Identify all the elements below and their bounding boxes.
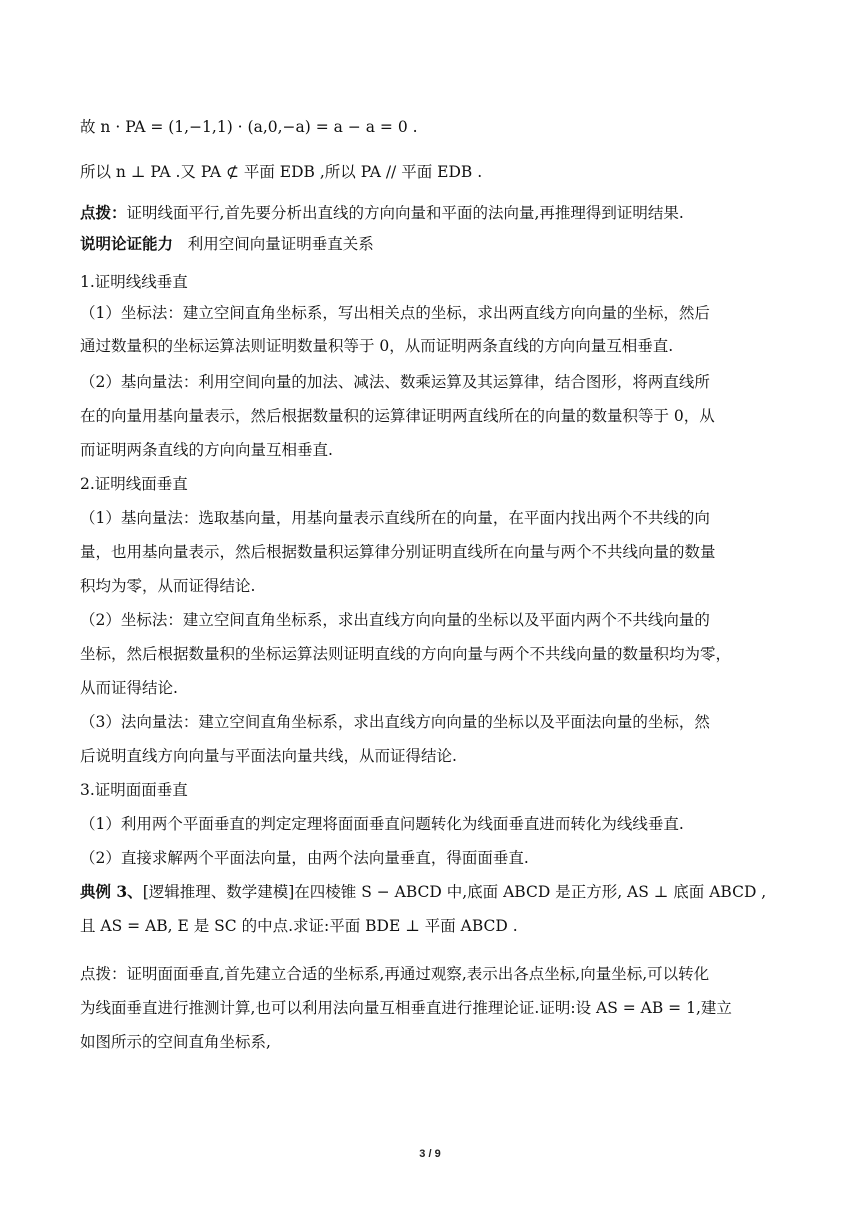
text-line: 且 AS = AB, E 是 SC 的中点.求证:平面 BDE ⊥ 平面 ABCD . <box>80 917 518 935</box>
text-line: （2）直接求解两个平面法向量，由两个法向量垂直，得面面垂直. <box>80 849 529 867</box>
text-line: 2.证明线面垂直 <box>80 475 188 493</box>
text-line <box>80 882 780 902</box>
text-line: 量，也用基向量表示，然后根据数量积运算律分别证明直线所在向量与两个不共线向量的数量 <box>80 543 716 561</box>
text-line: 后说明直线方向向量与平面法向量共线，从而证得结论. <box>80 747 457 765</box>
text-span: [逻辑推理、数学建模]在四棱锥 S − ABCD 中,底面 ABCD 是正方形, AS ⊥ 底面 ABCD , <box>142 883 767 901</box>
example-label: 典例 3、 <box>80 882 143 901</box>
text-line: 故 n · PA = (1,−1,1) · (a,0,−a) = a − a = 0 . <box>80 118 418 136</box>
label-bold: 点拨： <box>80 203 127 222</box>
text-line: 如图所示的空间直角坐标系, <box>80 1033 271 1051</box>
page-number: 3 / 9 <box>419 1148 441 1160</box>
section-heading: 说明论证能力 <box>80 234 174 253</box>
text-line: 所以 n ⊥ PA .又 PA ⊄ 平面 EDB ,所以 PA // 平面 EDB . <box>80 163 483 181</box>
text-line: 积均为零，从而证得结论. <box>80 577 256 595</box>
text-span: 证明线面平行,首先要分析出直线的方向向量和平面的法向量,再推理得到证明结果. <box>126 204 684 222</box>
text-line <box>80 203 780 223</box>
text-line: 为线面垂直进行推测计算,也可以利用法向量互相垂直进行推理论证.证明:设 AS = AB = 1,建立 <box>80 999 732 1017</box>
text-line <box>80 234 780 254</box>
text-line: 而证明两条直线的方向向量互相垂直. <box>80 441 333 459</box>
text-line: （2）坐标法：建立空间直角坐标系，求出直线方向向量的坐标以及平面内两个不共线向量的 <box>80 611 710 629</box>
text-line: 1.证明线线垂直 <box>80 273 188 291</box>
text-line: （3）法向量法：建立空间直角坐标系，求出直线方向向量的坐标以及平面法向量的坐标，然 <box>80 713 710 731</box>
text-line: （1）坐标法：建立空间直角坐标系，写出相关点的坐标，求出两直线方向向量的坐标，然后 <box>80 304 710 322</box>
text-span: 利用空间向量证明垂直关系 <box>187 235 374 253</box>
text-line: （2）基向量法：利用空间向量的加法、减法、数乘运算及其运算律，结合图形，将两直线所 <box>80 373 710 391</box>
text-line: 3.证明面面垂直 <box>80 781 188 799</box>
text-line: 在的向量用基向量表示，然后根据数量积的运算律证明两直线所在的向量的数量积等于 0，从 <box>80 407 715 425</box>
text-line: 通过数量积的坐标运算法则证明数量积等于 0，从而证明两条直线的方向向量互相垂直. <box>80 337 674 355</box>
text-line: 从而证得结论. <box>80 679 178 697</box>
text-line: 坐标，然后根据数量积的坐标运算法则证明直线的方向向量与两个不共线向量的数量积均为零， <box>80 645 732 663</box>
text-line: （1）利用两个平面垂直的判定定理将面面垂直问题转化为线面垂直进而转化为线线垂直. <box>80 815 684 833</box>
text-line: （1）基向量法：选取基向量，用基向量表示直线所在的向量，在平面内找出两个不共线的向 <box>80 509 710 527</box>
text-line: 点拨：证明面面垂直,首先建立合适的坐标系,再通过观察,表示出各点坐标,向量坐标,可以转化 <box>80 965 710 983</box>
